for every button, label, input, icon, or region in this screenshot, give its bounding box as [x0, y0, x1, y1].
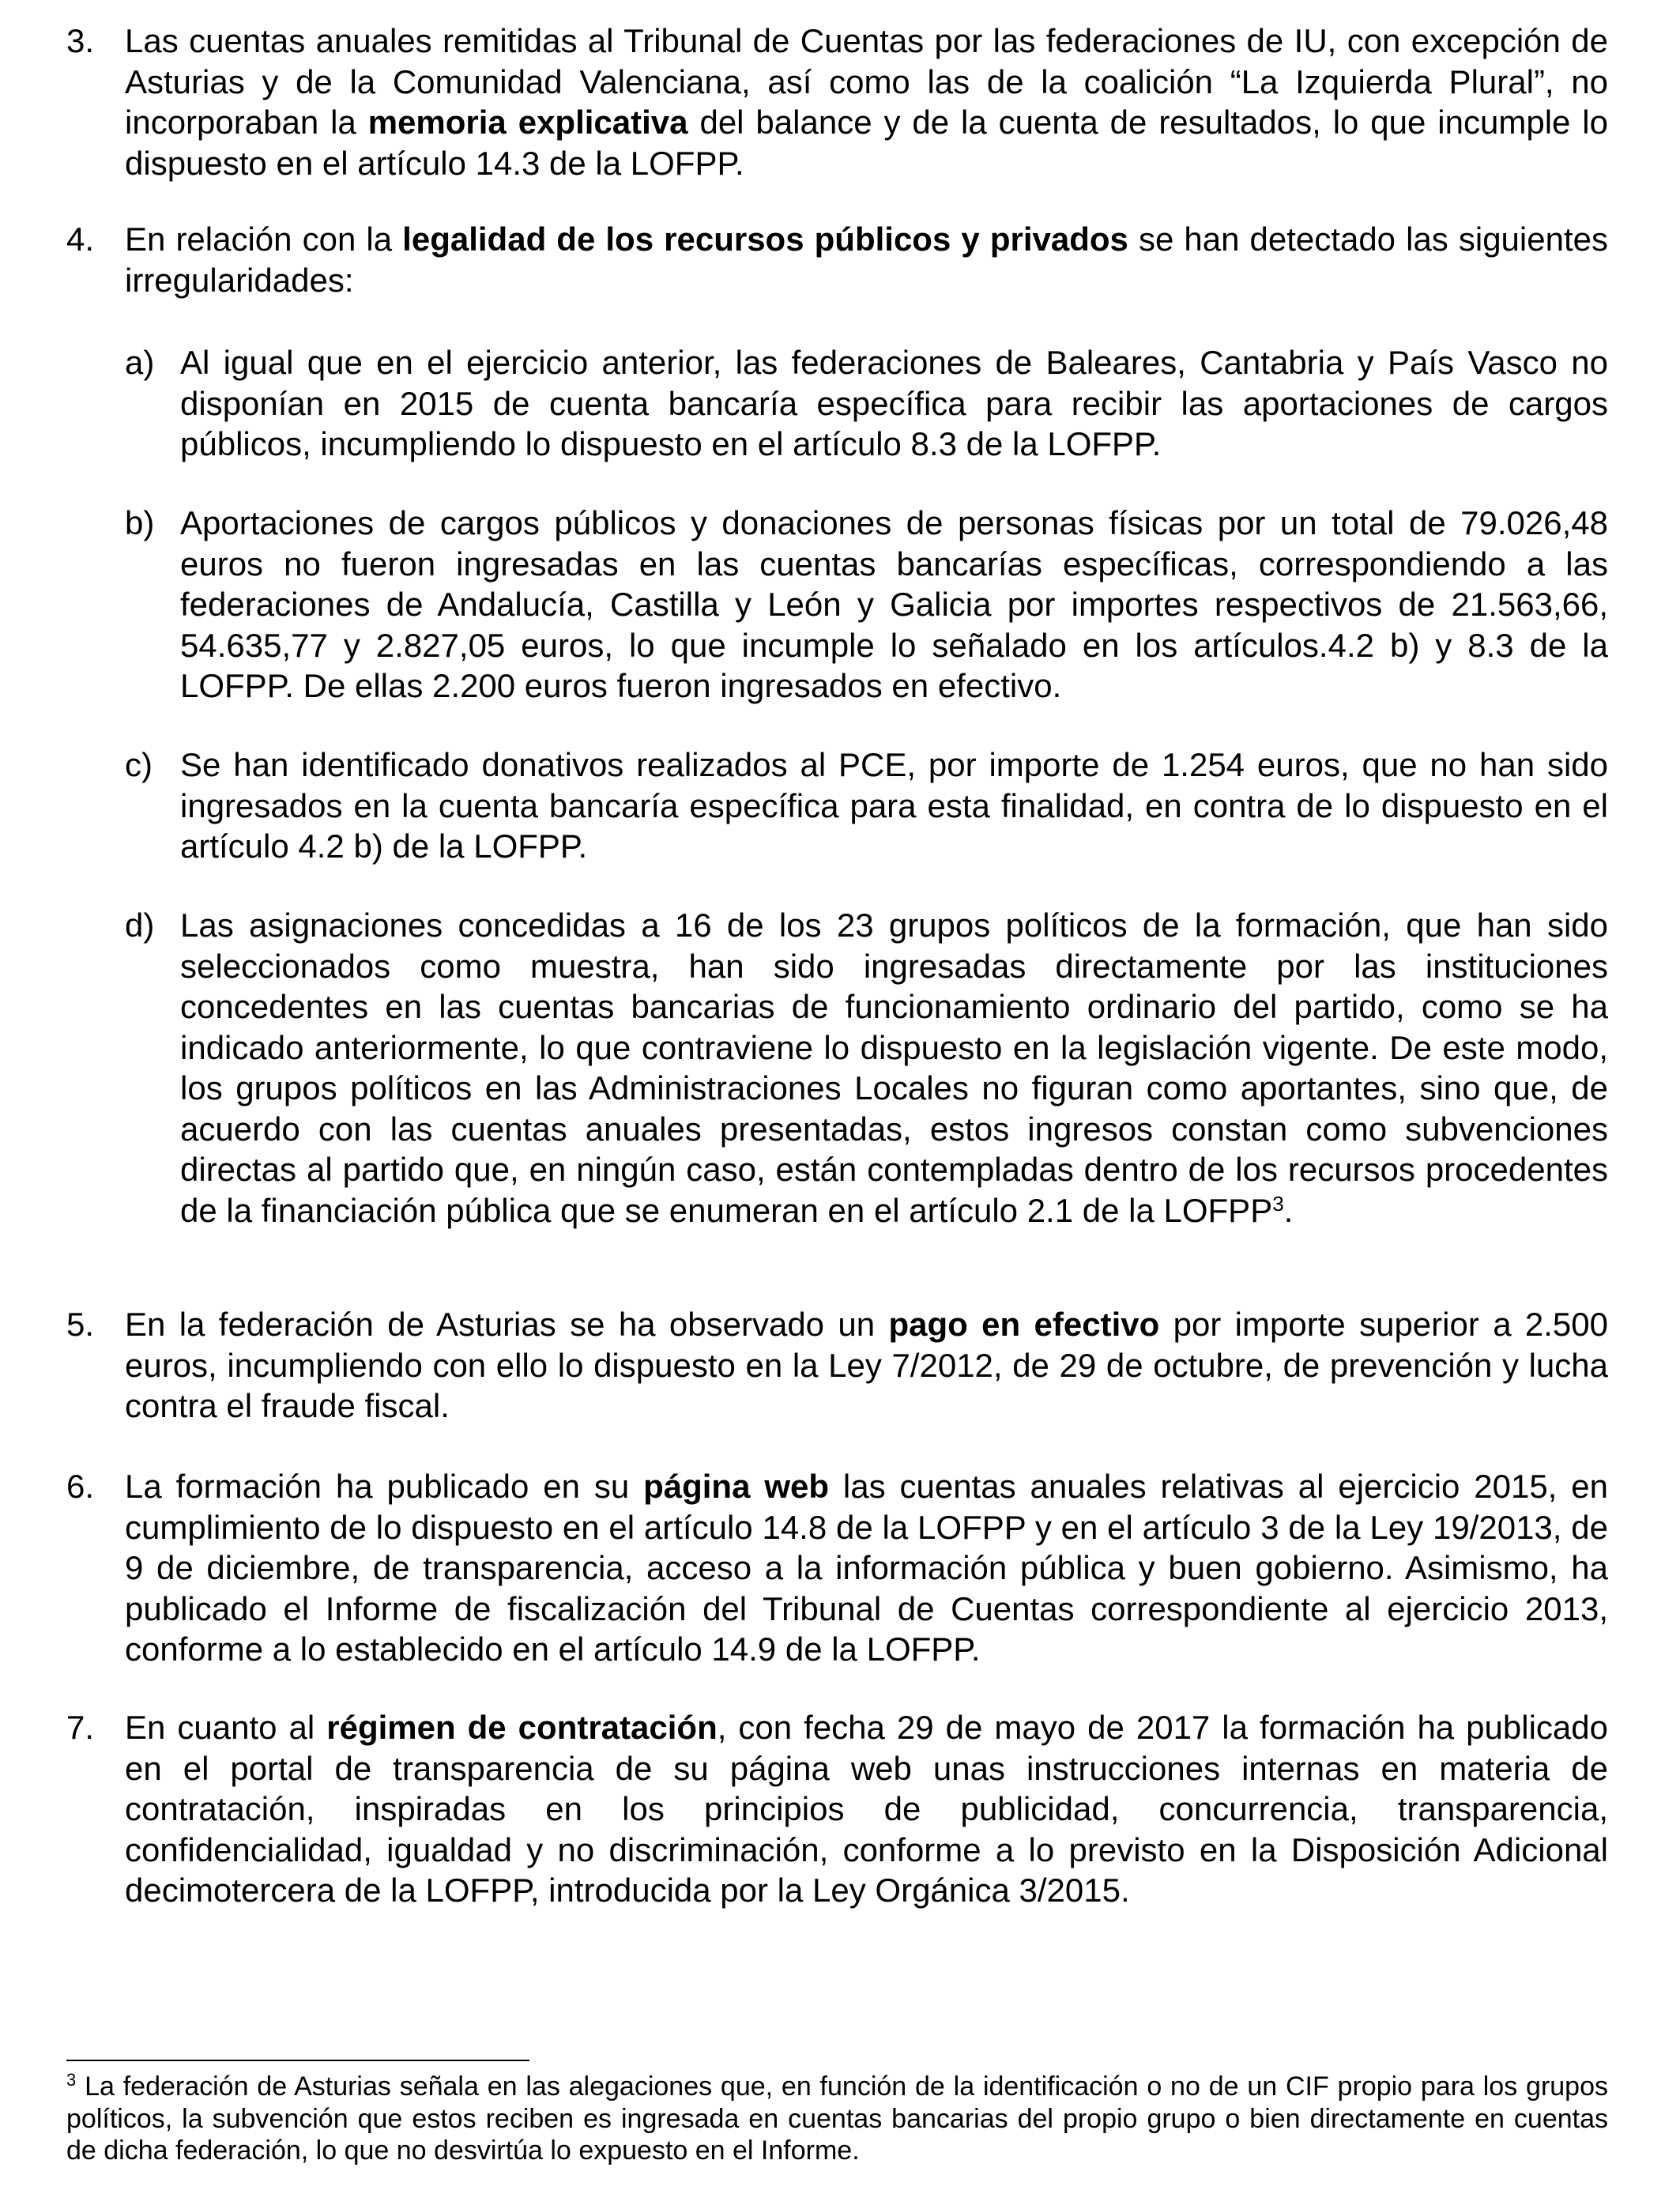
emphasis: pago en efectivo	[888, 1306, 1160, 1343]
emphasis: página web	[643, 1468, 830, 1505]
item-number: 6.	[66, 1468, 95, 1505]
footnote-mark: 3	[66, 2070, 77, 2090]
paragraph-item-4: En relación con la legalidad de los recursos públicos y privados se han detectado las siguientes irregularidades:	[125, 221, 1608, 299]
subitem-d: Las asignaciones concedidas a 16 de los 23 grupos políticos de la formación, que han sido seleccionados como muestra, han sido ingresadas directamente por las instituciones concedentes en las cuentas bancarias de funcionamiento ordinario del partido, como se ha indicado anteriormente, lo que contraviene lo dispuesto en la legislación vigente. De este modo, los grupos políticos en las Administraciones Locales no figuran como aportantes, sino que, de acuerdo con las cuentas anuales presentadas, estos ingresos constan como subvenciones directas al partido que, en ningún caso, están contempladas dentro de los recursos procedentes de la financiación pública que se enumeran en el artículo 2.1 de la LOFPP$^3$.	[180, 907, 1608, 1229]
paragraph-item-3: Las cuentas anuales remitidas al Tribunal de Cuentas por las federaciones de IU, con excepción de Asturias y de la Comunidad Valenciana, así como las de la coalición “La Izquierda Plural”, no incorporaban la memoria explicativa del balance y de la cuenta de resultados, lo que incumple lo dispuesto en el artículo 14.3 de la LOFPP.	[125, 22, 1609, 182]
footnote-reference: 3	[1272, 1191, 1284, 1216]
subitem-label: a)	[125, 344, 155, 381]
paragraph-item-7: En cuanto al régimen de contratación, con fecha 29 de mayo de 2017 la formación ha publicado en el portal de transparencia de su página web unas instrucciones internas en materia de contratación, inspiradas en los principios de publicidad, concurrencia, transparencia, confidencialidad, igualdad y no discriminación, conforme a lo previsto en la Disposición Adicional decimotercera de la LOFPP, introducida por la Ley Orgánica 3/2015.	[125, 1709, 1608, 1909]
paragraph-item-6: La formación ha publicado en su página web las cuentas anuales relativas al ejercicio 2015, en cumplimiento de lo dispuesto en el artículo 14.8 de la LOFPP y en el artículo 3 de la Ley 19/2013, de 9 de diciembre, de transparencia, acceso a la información pública y buen gobierno. Asimismo, ha publicado el Informe de fiscalización del Tribunal de Cuentas correspondiente al ejercicio 2013, conforme a lo establecido en el artículo 14.9 de la LOFPP.	[125, 1468, 1609, 1668]
subitem-label: c)	[125, 746, 153, 783]
item-number: 4.	[66, 221, 95, 258]
subitem-label: b)	[125, 504, 155, 541]
footnote-separator	[66, 2060, 529, 2061]
item-number: 7.	[66, 1709, 95, 1746]
subitem-c: Se han identificado donativos realizados al PCE, por importe de 1.254 euros, que no han sido ingresados en la cuenta bancaría específica para esta finalidad, en contra de lo dispuesto en el artículo 4.2 b) de la LOFPP.	[180, 746, 1608, 865]
emphasis: régimen de contratación	[326, 1709, 718, 1746]
subitem-label: d)	[125, 907, 155, 944]
item-number: 3.	[66, 22, 95, 59]
emphasis: legalidad de los recursos públicos y privados	[402, 221, 1128, 258]
footnote: $^3$ La federación de Asturias señala en las alegaciones que, en función de la identificación o no de un CIF propio para los grupos políticos, la subvención que estos reciben es ingresada en cuentas bancarias del propio grupo o bien directamente en cuentas de dicha federación, lo que no desvirtúa lo expuesto en el Informe.	[66, 2070, 1608, 2166]
subitem-a: Al igual que en el ejercicio anterior, las federaciones de Baleares, Cantabria y País Vasco no disponían en 2015 de cuenta bancaría específica para recibir las aportaciones de cargos públicos, incumpliendo lo dispuesto en el artículo 8.3 de la LOFPP.	[180, 344, 1608, 462]
paragraph-item-5: En la federación de Asturias se ha observado un pago en efectivo por importe superior a 2.500 euros, incumpliendo con ello lo dispuesto en la Ley 7/2012, de 29 de octubre, de prevención y lucha contra el fraude fiscal.	[125, 1306, 1609, 1424]
emphasis: memoria explicativa	[367, 104, 688, 141]
subitem-b: Aportaciones de cargos públicos y donaciones de personas físicas por un total de 79.026,48 euros no fueron ingresadas en las cuentas bancarías específicas, correspondiendo a las federaciones de Andalucía, Castilla y León y Galicia por importes respectivos de 21.563,66, 54.635,77 y 2.827,05 euros, lo que incumple lo señalado en los artículos.4.2 b) y 8.3 de la LOFPP. De ellas 2.200 euros fueron ingresados en efectivo.	[180, 504, 1608, 704]
item-number: 5.	[66, 1306, 95, 1343]
